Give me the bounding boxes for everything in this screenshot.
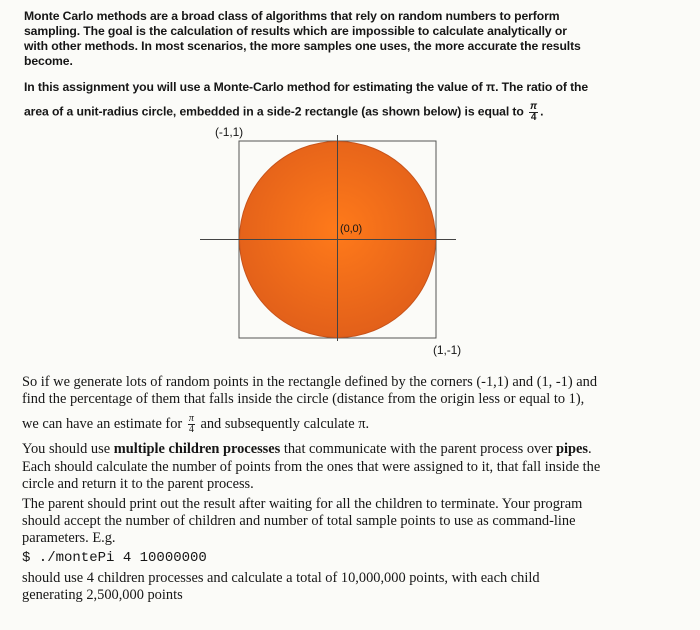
assignment-line2-end: . (540, 104, 544, 119)
body-text-span: You should use (22, 441, 114, 458)
body-text-span: . (588, 441, 592, 458)
body-line: find the percentage of them that falls inside the circle (distance from the origin less or equal to 1), (22, 391, 585, 408)
body-line (22, 441, 687, 458)
pi-over-four-fraction (529, 102, 538, 123)
body-line: parameters. E.g. (22, 530, 116, 547)
pi-over-four-fraction-body (188, 414, 195, 435)
keyword-children: multiple children processes (113, 441, 281, 458)
body-line: generating 2,500,000 points (22, 587, 183, 604)
circle-diagram (200, 125, 500, 365)
body-line (22, 414, 687, 435)
keyword-pipes: pipes (556, 441, 588, 458)
intro-line: become. (24, 54, 73, 68)
intro-line: sampling. The goal is the calculation of results which are impossible to calculate analytically or (24, 24, 567, 38)
body-line3-end: and subsequently calculate π. (200, 416, 370, 433)
fraction-denominator: 4 (188, 424, 194, 436)
assignment-line (24, 102, 684, 123)
body-text (22, 374, 687, 604)
assignment-line: In this assignment you will use a Monte-Carlo method for estimating the value of π. The ratio of the (24, 80, 589, 94)
intro-line: with other methods. In most scenarios, the more samples one uses, the more accurate the results (24, 39, 581, 53)
label-origin: (0,0) (340, 223, 363, 235)
label-bottom-right: (1,-1) (433, 343, 462, 357)
intro-line: Monte Carlo methods are a broad class of algorithms that rely on random numbers to perform (24, 9, 560, 23)
fraction-numerator: π (530, 101, 538, 112)
body-line3-text: we can have an estimate for (22, 416, 183, 433)
intro-paragraph (24, 9, 684, 69)
body-line: circle and return it to the parent process. (22, 475, 254, 492)
body-text-span: that communicate with the parent process over (280, 441, 556, 458)
command-example: $ ./montePi 4 10000000 (22, 549, 207, 566)
body-line: So if we generate lots of random points in the rectangle defined by the corners (-1,1) and (1, -1) and (22, 374, 598, 390)
fraction-numerator: π (188, 413, 194, 425)
fraction-denominator: 4 (530, 112, 537, 123)
label-top-left: (-1,1) (215, 125, 244, 139)
body-line: should accept the number of children and number of total sample points to use as command-line (22, 513, 576, 530)
assignment-line2-text: area of a unit-radius circle, embedded in a side-2 rectangle (as shown below) is equal to (24, 104, 524, 119)
assignment-paragraph (24, 80, 684, 123)
body-line: Each should calculate the number of points from the ones that were assigned to it, that fall inside the (22, 458, 601, 475)
body-line: should use 4 children processes and calculate a total of 10,000,000 points, with each child (22, 569, 540, 586)
body-line: The parent should print out the result after waiting for all the children to terminate. Your program (22, 496, 583, 513)
